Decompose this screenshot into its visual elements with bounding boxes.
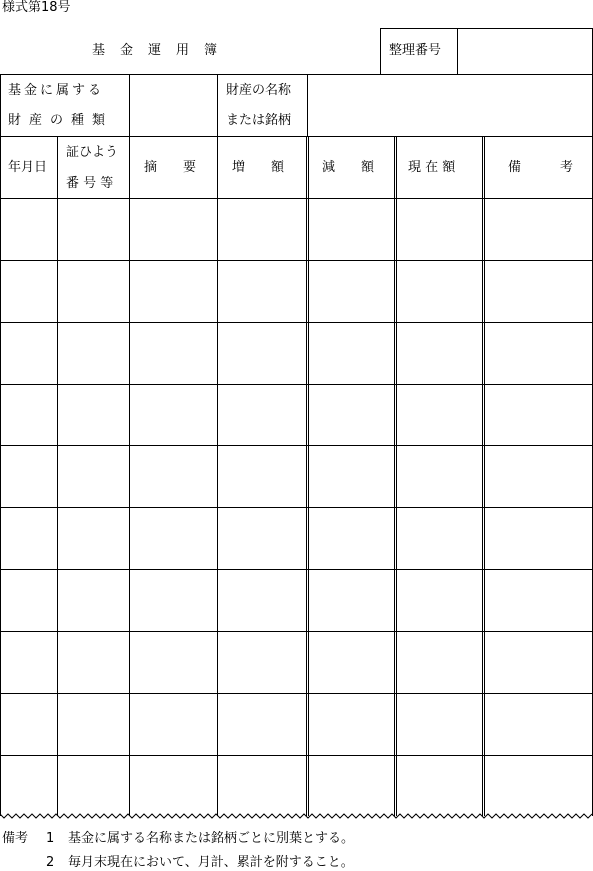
col-divider-2 [129, 136, 130, 816]
col-header-current: 現 在 額 [408, 160, 456, 175]
ref-box-top-border [380, 28, 593, 29]
col-divider-6b [484, 136, 485, 816]
row-line-9 [0, 693, 593, 694]
row-line-4 [0, 384, 593, 385]
row-line-6 [0, 507, 593, 508]
col-header-voucher-line1: 証ひよう [66, 145, 119, 160]
note-1-number: 1 [46, 831, 55, 846]
ref-number-label: 整理番号 [389, 43, 442, 58]
row-line-1 [0, 198, 593, 199]
asset-type-label-line2: 財産の種類 [8, 113, 114, 128]
col-divider-5a [394, 136, 395, 816]
col-divider-4b [308, 136, 309, 816]
ref-number-field[interactable] [459, 30, 590, 72]
page-title: 基 金 運 用 簿 [92, 43, 219, 58]
col-header-remarks: 備 考 [508, 160, 574, 175]
ref-box-left-border [380, 28, 381, 74]
note-2-number: 2 [46, 855, 55, 870]
asset-name-label-line1: 財産の名称 [226, 83, 292, 98]
asset-name-field[interactable] [309, 76, 591, 134]
col-header-summary: 摘 要 [144, 160, 197, 175]
col-divider-5b [396, 136, 397, 816]
col-header-increase: 増 額 [232, 160, 285, 175]
asset-row-top-border [0, 74, 593, 75]
asset-type-field[interactable] [131, 76, 216, 134]
asset-type-divider [129, 74, 130, 136]
col-header-decrease: 減 額 [322, 160, 375, 175]
asset-name-label-line2: または銘柄 [226, 113, 292, 128]
torn-edge-wave [0, 811, 593, 821]
note-2-text: 毎月末現在において、月計、累計を附すること。 [68, 855, 354, 870]
header-top-border [0, 136, 593, 137]
asset-name-divider [307, 74, 308, 136]
row-line-10 [0, 755, 593, 756]
notes-label: 備考 [2, 831, 29, 846]
note-1-text: 基金に属する名称または銘柄ごとに別葉とする。 [68, 831, 355, 846]
col-divider-6a [482, 136, 483, 816]
row-line-3 [0, 322, 593, 323]
col-header-date: 年月日 [8, 160, 48, 175]
ref-box-divider [457, 28, 458, 74]
row-line-2 [0, 260, 593, 261]
col-divider-4a [306, 136, 307, 816]
row-line-8 [0, 631, 593, 632]
row-line-5 [0, 445, 593, 446]
col-divider-3 [217, 136, 218, 816]
col-divider-1 [57, 136, 58, 816]
form-number: 様式第18号 [2, 0, 71, 15]
asset-value-divider [217, 74, 218, 136]
row-line-7 [0, 569, 593, 570]
col-header-voucher-line2: 番 号 等 [66, 176, 114, 191]
asset-type-label-line1: 基金に属する [8, 83, 105, 98]
